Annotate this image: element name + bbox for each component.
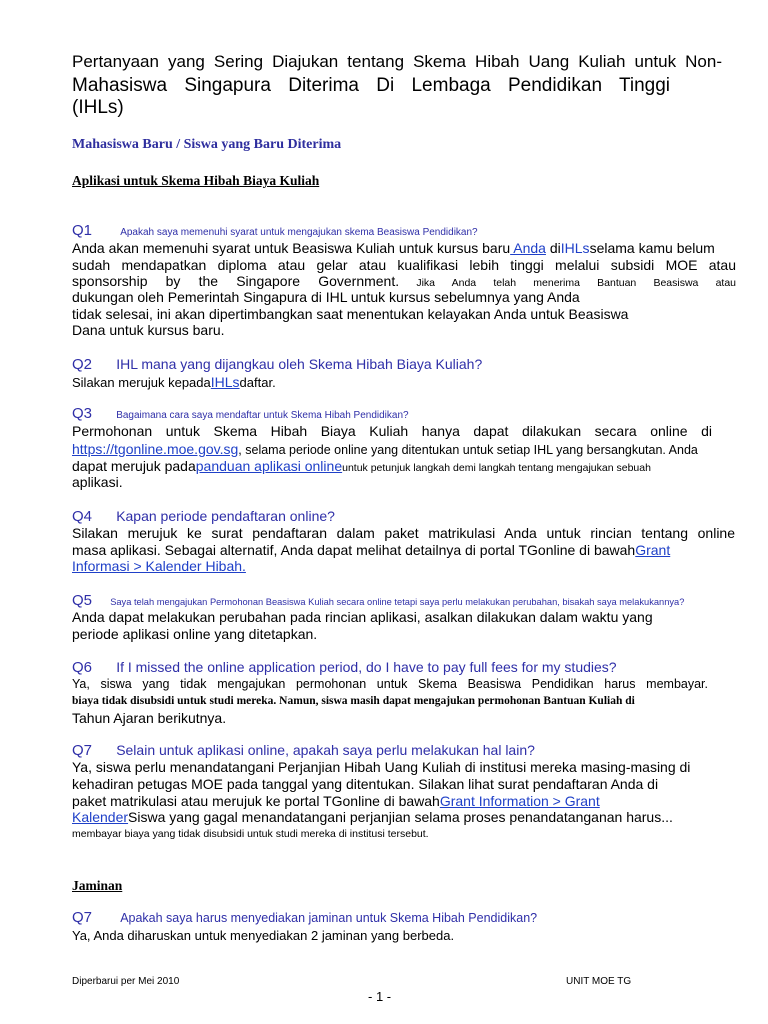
- q1-question: Apakah saya memenuhi syarat untuk mengajukan skema Beasiswa Pendidikan?: [120, 227, 478, 238]
- q1-answer-line-1: [72, 240, 740, 256]
- q6-answer-line-1: Ya, siswa yang tidak mengajukan permohonan untuk Skema Beasiswa Pendidikan harus membayar.: [72, 677, 708, 691]
- q2-answer: [72, 374, 740, 391]
- q3-number: Q3: [72, 405, 93, 422]
- q4-row: [72, 508, 335, 525]
- grant-calendar-link[interactable]: Informasi > Kalender Hibah.: [72, 558, 246, 574]
- q5-answer-line-2: periode aplikasi online yang ditetapkan.: [72, 626, 318, 642]
- section-heading-guarantee: Jaminan: [72, 878, 123, 893]
- q7-number: Q7: [72, 742, 93, 759]
- q1-answer-text: selama kamu belum: [589, 240, 715, 256]
- q7-answer-text: Siswa yang gagal menandatangani perjanjian selama proses penandatanganan harus...: [128, 809, 673, 825]
- grant-link[interactable]: Grant: [635, 542, 671, 558]
- q3-answer-line-4: aplikasi.: [72, 474, 123, 490]
- q1-row: [72, 222, 478, 239]
- q7-answer-line-1: Ya, siswa perlu menandatangani Perjanjian Hibah Uang Kuliah di institusi mereka masing-masing di: [72, 759, 691, 775]
- tgonline-link[interactable]: https://tgonline.moe.gov.sg: [72, 441, 239, 457]
- q5-number: Q5: [72, 592, 93, 609]
- q7-answer-line-5: membayar biaya yang tidak disubsidi untuk studi mereka di institusi tersebut.: [72, 828, 429, 840]
- q3-answer-text: untuk petunjuk langkah demi langkah tentang mengajukan sebuah: [342, 462, 651, 474]
- q1-answer-text: sponsorship by the Singapore Government.: [72, 273, 400, 289]
- q1-answer-line-2: sudah mendapatkan diploma atau gelar atau kualifikasi lebih tinggi melalui subsidi MOE atau: [72, 257, 736, 273]
- q3-answer-line-2: [72, 441, 740, 458]
- q3-row: [72, 405, 409, 422]
- q4-answer-line-1: Silakan merujuk ke surat pendaftaran dalam paket matrikulasi Anda untuk rincian tentang online: [72, 525, 735, 541]
- grant-calendar-link-2[interactable]: Kalender: [72, 809, 129, 825]
- q7-answer-line-3: [72, 793, 740, 809]
- q1-answer-text: di: [545, 240, 561, 256]
- q2-answer-text: daftar.: [239, 375, 276, 390]
- q6-row: [72, 659, 617, 676]
- q5-question: Saya telah mengajukan Permohonan Beasiswa Kuliah secara online tetapi saya perlu melakukan perubahan, bisakah saya melakukannya?: [110, 597, 685, 607]
- q2-answer-text: Silakan merujuk kepada: [72, 375, 211, 390]
- online-guide-link[interactable]: panduan aplikasi online: [195, 458, 343, 474]
- ihls-link[interactable]: IHLs: [560, 240, 590, 256]
- q1-answer-line-5: tidak selesai, ini akan dipertimbangkan saat menentukan kelayakan Anda untuk Beasiswa: [72, 306, 629, 322]
- q1-answer-line-6: Dana untuk kursus baru.: [72, 322, 225, 338]
- doc-title-line-3: (IHLs): [72, 97, 124, 118]
- footer-updated: Diperbarui per Mei 2010: [72, 976, 180, 987]
- doc-title-line-2: Mahasiswa Singapura Diterima Di Lembaga Pendidikan Tinggi: [72, 75, 670, 96]
- doc-title-line-1: Pertanyaan yang Sering Diajukan tentang Skema Hibah Uang Kuliah untuk Non-: [72, 52, 722, 71]
- q4-question: Kapan periode pendaftaran online?: [116, 508, 335, 524]
- q4-answer-line-3: [72, 558, 740, 574]
- q7-row: [72, 742, 535, 759]
- ihls-list-link[interactable]: IHLs: [210, 374, 240, 390]
- q7-answer-text: paket matrikulasi atau merujuk ke portal TGonline di bawah: [72, 793, 440, 809]
- anda-link[interactable]: Anda: [510, 240, 546, 256]
- q1-number: Q1: [72, 222, 93, 239]
- q4-answer-text: masa aplikasi. Sebagai alternatif, Anda dapat melihat detailnya di portal TGonline di bawah: [72, 542, 636, 558]
- q3-answer-text: dapat merujuk pada: [72, 458, 196, 474]
- q8-answer: Ya, Anda diharuskan untuk menyediakan 2 jaminan yang berbeda.: [72, 928, 455, 943]
- q4-number: Q4: [72, 508, 93, 525]
- q7-answer-line-4: [72, 809, 740, 825]
- grant-information-link[interactable]: Grant Information > Grant: [439, 793, 600, 809]
- q1-answer-line-4: dukungan oleh Pemerintah Singapura di IHL untuk kursus sebelumnya yang Anda: [72, 289, 580, 305]
- footer-unit: UNIT MOE TG: [566, 976, 632, 987]
- q1-answer-text: Anda akan memenuhi syarat untuk Beasiswa Kuliah untuk kursus baru: [72, 240, 511, 256]
- q7-question: Selain untuk aplikasi online, apakah saya perlu melakukan hal lain?: [116, 742, 535, 758]
- q7-answer-line-2: kehadiran petugas MOE pada tanggal yang ditentukan. Silakan lihat surat pendaftaran Anda di: [72, 776, 659, 792]
- page-number: - 1 -: [368, 989, 392, 1004]
- q6-answer-line-2: biaya tidak disubsidi untuk studi mereka. Namun, siswa masih dapat mengajukan permohonan Bantuan Kuliah di: [72, 695, 635, 707]
- q4-answer-line-2: [72, 542, 740, 558]
- subtitle: Mahasiswa Baru / Siswa yang Baru Diterima: [72, 137, 342, 152]
- q2-row: [72, 356, 482, 373]
- q3-answer-line-1: Permohonan untuk Skema Hibah Biaya Kuliah hanya dapat dilakukan secara online di: [72, 423, 712, 439]
- q3-answer-text: , selama periode online yang ditentukan untuk setiap IHL yang bersangkutan. Anda: [238, 443, 698, 457]
- q5-row: [72, 592, 684, 609]
- q8-row: [72, 909, 537, 926]
- q5-answer-line-1: Anda dapat melakukan perubahan pada rincian aplikasi, asalkan dilakukan dalam waktu yang: [72, 609, 653, 625]
- q6-answer-line-3: Tahun Ajaran berikutnya.: [72, 710, 227, 726]
- section-heading-application: Aplikasi untuk Skema Hibah Biaya Kuliah: [72, 173, 320, 188]
- q8-question: Apakah saya harus menyediakan jaminan untuk Skema Hibah Pendidikan?: [120, 911, 538, 925]
- q1-answer-text: Jika Anda telah menerima Bantuan Beasiswa atau: [399, 277, 737, 289]
- q2-number: Q2: [72, 356, 93, 373]
- q3-question: Bagaimana cara saya mendaftar untuk Skema Hibah Pendidikan?: [116, 410, 409, 421]
- q6-number: Q6: [72, 659, 93, 676]
- q2-question: IHL mana yang dijangkau oleh Skema Hibah Biaya Kuliah?: [116, 356, 483, 372]
- q6-question: If I missed the online application period, do I have to pay full fees for my studies?: [116, 659, 617, 675]
- q8-number: Q7: [72, 909, 93, 926]
